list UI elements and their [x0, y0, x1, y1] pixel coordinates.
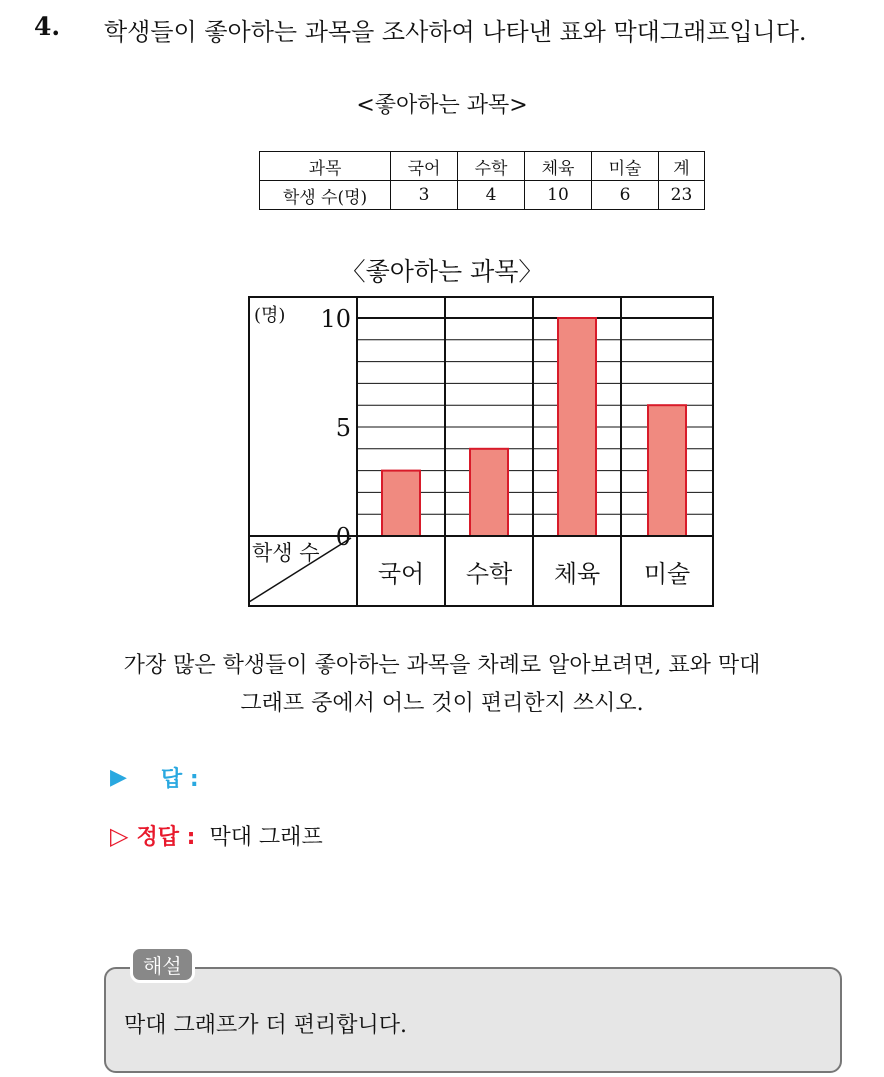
table-row-label: 학생 수(명): [260, 181, 391, 210]
y-tick-label: 10: [320, 305, 351, 333]
table-count-cell: 6: [592, 181, 659, 210]
explanation-text: 막대 그래프가 더 편리합니다.: [124, 1013, 407, 1038]
table-subject-cell: 미술: [592, 152, 659, 181]
outline-triangle-icon: ▷: [110, 821, 129, 850]
chart-title: 〈좋아하는 과목〉: [340, 257, 544, 286]
correct-answer-label: 정답 :: [136, 825, 196, 850]
table-total-cell: 23: [659, 181, 705, 210]
bar-1: [382, 471, 420, 536]
question-number: 4.: [34, 12, 61, 41]
explanation-tab: 해설: [130, 946, 195, 983]
table-header-label: 과목: [260, 152, 391, 181]
table-count-cell: 10: [525, 181, 592, 210]
table-count-cell: 3: [391, 181, 458, 210]
bar-2: [470, 449, 508, 536]
unit-label: (명): [254, 305, 286, 326]
x-tick-label: 체육: [553, 560, 601, 588]
follow-up-line-2: 그래프 중에서 어느 것이 편리한지 쓰시오.: [240, 691, 644, 716]
x-tick-label: 수학: [465, 560, 513, 588]
answer-row: [110, 762, 199, 793]
follow-up-question: [0, 647, 884, 723]
table-title: <좋아하는 과목>: [356, 93, 528, 118]
follow-up-line-1: 가장 많은 학생들이 좋아하는 과목을 차례로 알아보려면, 표와 막대: [123, 653, 761, 678]
table-subject-cell: 수학: [458, 152, 525, 181]
table-total-label: 계: [659, 152, 705, 181]
play-triangle-icon: ▶: [110, 765, 127, 790]
correct-answer-row: [110, 820, 323, 851]
y-tick-label: 5: [335, 414, 351, 442]
y-tick-label: 0: [335, 523, 351, 551]
x-tick-label: 미술: [643, 560, 691, 588]
x-tick-label: 국어: [377, 560, 425, 588]
answer-label: 답 :: [160, 767, 199, 792]
table-count-cell: 4: [458, 181, 525, 210]
correct-answer-value: 막대 그래프: [209, 825, 323, 850]
y-axis-label: 학생 수: [252, 541, 320, 565]
bar-4: [648, 405, 686, 536]
table-subject-cell: 국어: [391, 152, 458, 181]
bar-3: [558, 318, 596, 536]
table-subject-cell: 체육: [525, 152, 592, 181]
question-text: 학생들이 좋아하는 과목을 조사하여 나타낸 표와 막대그래프입니다.: [104, 18, 807, 46]
